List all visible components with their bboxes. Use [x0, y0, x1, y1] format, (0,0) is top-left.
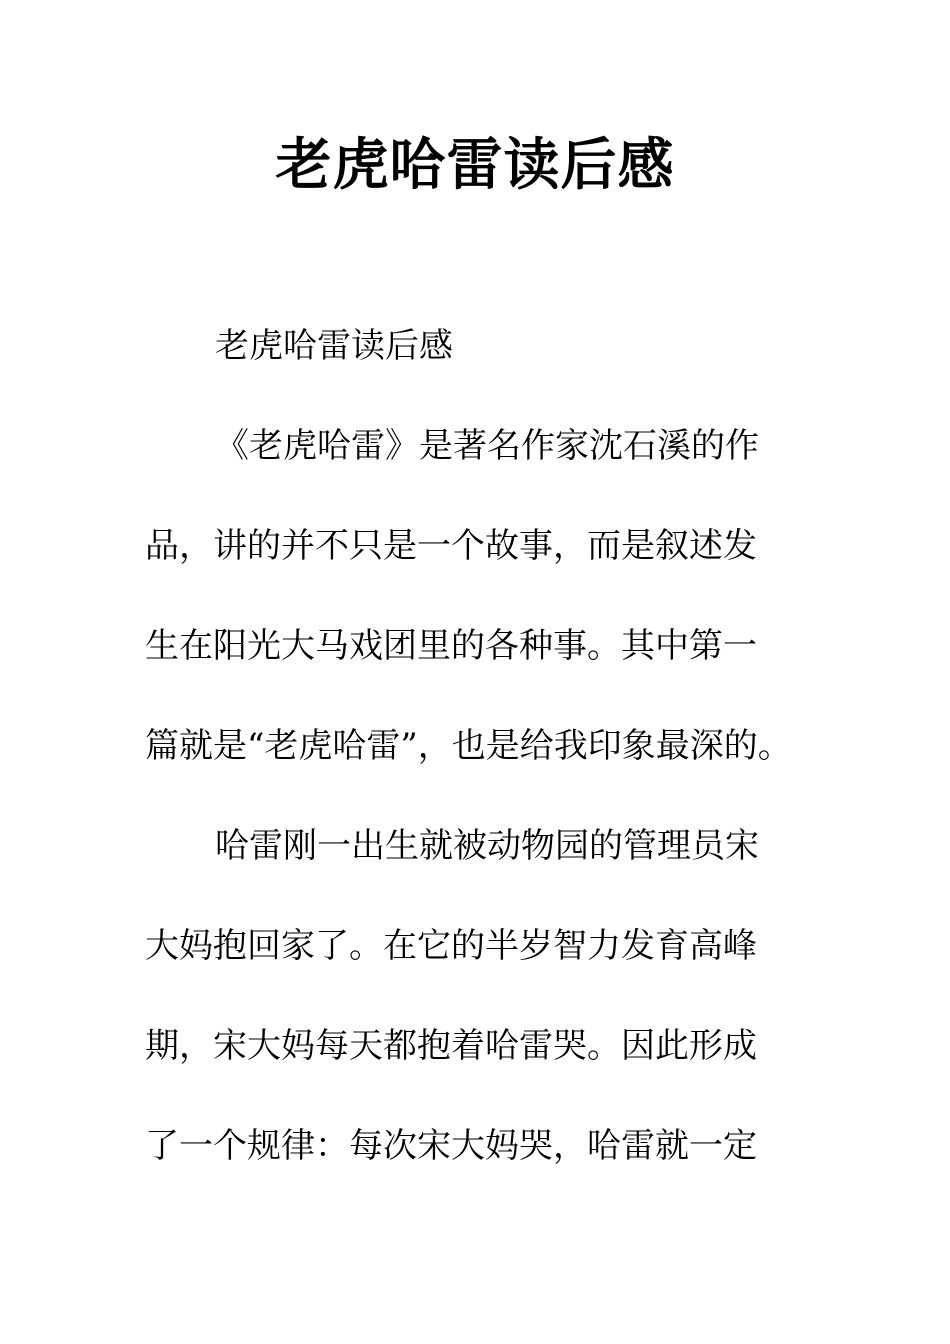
paragraph-1-line: 生在阳光大马戏团里的各种事。其中第一 [145, 626, 757, 666]
paragraph-2-line: 哈雷刚一出生就被动物园的管理员宋 [215, 826, 759, 866]
document-body [145, 296, 810, 1196]
paragraph-1-line: 《老虎哈雷》是著名作家沈石溪的作 [215, 426, 759, 466]
paragraph-2-line: 了一个规律：每次宋大妈哭，哈雷就一定 [145, 1126, 757, 1166]
paragraph-2 [145, 796, 810, 1196]
paragraph-1-line: 品，讲的并不只是一个故事，而是叙述发 [145, 526, 757, 566]
subtitle-paragraph: 老虎哈雷读后感 [215, 326, 453, 366]
document-title: 老虎哈雷读后感 [275, 133, 675, 198]
paragraph-1-line: 篇就是“老虎哈雷”，也是给我印象最深的。 [145, 726, 792, 766]
paragraph-1 [145, 396, 810, 796]
paragraph-2-line: 期，宋大妈每天都抱着哈雷哭。因此形成 [145, 1026, 757, 1066]
paragraph-2-line: 大妈抱回家了。在它的半岁智力发育高峰 [145, 926, 757, 966]
